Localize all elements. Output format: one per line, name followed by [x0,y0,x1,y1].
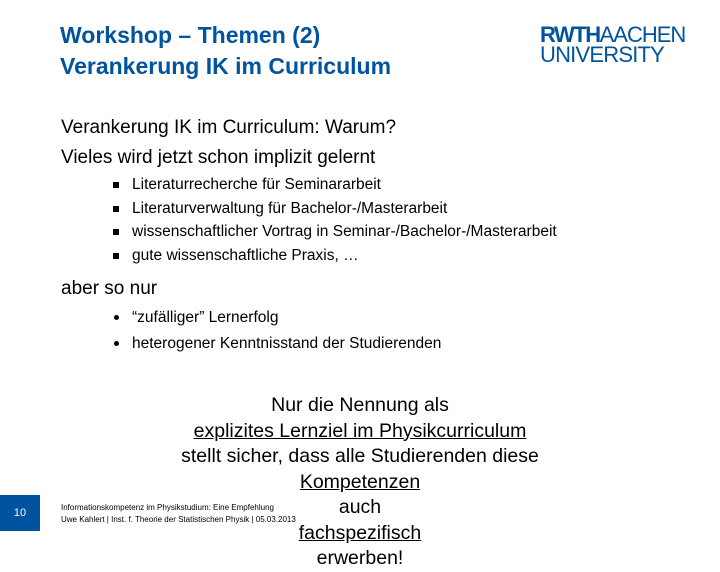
footer-author: Uwe Kahlert | Inst. f. Theorie der Statistischen Physik | 05.03.2013 [61,515,296,524]
square-bullet-icon [113,206,119,212]
statement-line-3: fachspezifisch erwerben! [40,521,680,572]
footer [61,502,296,526]
list-item [113,244,557,268]
but-heading: aber so nur [61,278,158,299]
square-bullet-icon [113,182,119,188]
implicit-learning-list [113,173,557,267]
square-bullet-icon [113,229,119,235]
round-bullet-icon [114,341,119,346]
square-bullet-icon [113,253,119,259]
intro-block [61,113,396,173]
round-bullet-icon [114,315,119,320]
but-list [113,305,441,356]
list-item-text: Literaturrecherche für Seminararbeit [132,176,381,193]
statement-line-2: stellt sicher, dass alle Studierenden diese Kompetenzen auch [40,444,680,521]
subject-specific-text: fachspezifisch [298,521,422,544]
slide-title-line-1: Workshop – Themen (2) [60,22,321,48]
rwth-logo [540,22,692,67]
logo-aachen-text: AACHEN [599,22,686,47]
statement-line-1: Nur die Nennung als explizites Lernziel im Physikcurriculum [40,393,680,444]
list-item [113,305,441,331]
logo-university-text: UNIVERSITY [540,42,665,67]
list-item [113,197,557,221]
intro-statement: Vieles wird jetzt schon implizit gelernt [61,147,376,168]
intro-question: Verankerung IK im Curriculum: Warum? [61,117,397,138]
list-item-text: heterogener Kenntnisstand der Studierenden [132,334,442,352]
footer-title: Informationskompetenz im Physikstudium: Eine Empfehlung [61,503,274,512]
list-item-text: gute wissenschaftliche Praxis, … [132,246,359,264]
list-item-text: wissenschaftlicher Vortrag in Seminar-/Bachelor-/Masterarbeit [132,223,557,240]
explicit-goal-text: explizites Lernziel im Physikcurriculum [193,419,527,442]
list-item [113,173,557,197]
page-number: 10 [0,495,40,531]
list-item [113,220,557,244]
competences-text: Kompetenzen [299,470,421,493]
list-item-text: “zufälliger” Lernerfolg [132,309,279,326]
key-statement [40,393,680,572]
list-item [113,331,441,357]
slide-title-line-2: Verankerung IK im Curriculum [60,53,392,79]
logo-rwth-text: RWTH [540,22,600,47]
list-item-text: Literaturverwaltung für Bachelor-/Masterarbeit [132,199,448,217]
slide-title [60,20,391,82]
